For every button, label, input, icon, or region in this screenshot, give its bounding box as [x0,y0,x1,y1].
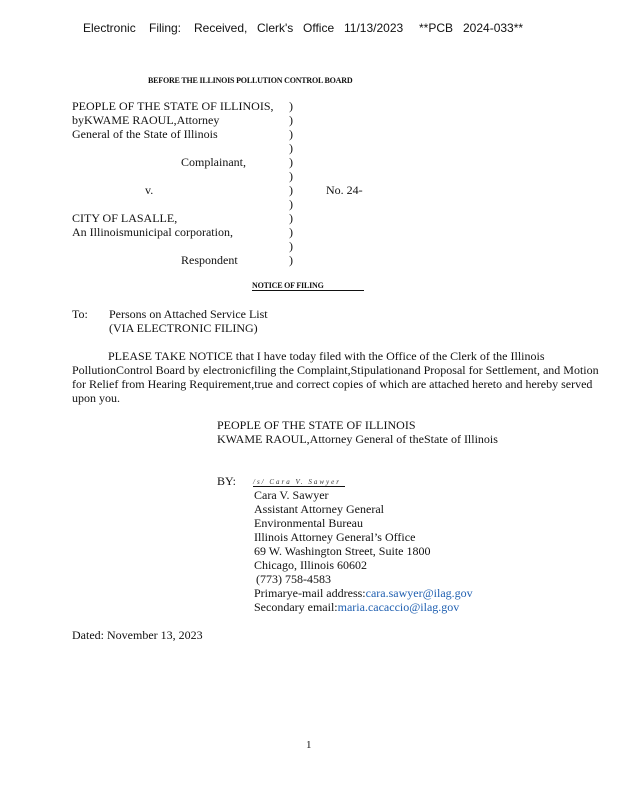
paren: ) [289,155,293,169]
header-received: Received, [194,21,248,35]
respondent-line-2: An Illinoismunicipal corporation, [72,225,233,239]
primary-email-link[interactable]: cara.sawyer@ilag.gov [365,586,473,600]
header-clerks: Clerk's [257,21,294,35]
paren: ) [289,239,293,253]
complainant-role: Complainant, [181,155,246,169]
complainant-line-3: General of the State of Illinois [72,127,218,141]
header-date: 11/13/2023 [344,21,404,35]
paren: ) [289,113,293,127]
paren: ) [289,253,293,267]
paren: ) [289,141,293,155]
party-line-2: KWAME RAOUL,Attorney General of theState of Illinois [217,432,498,446]
secondary-email-link[interactable]: maria.cacaccio@ilag.gov [337,600,460,614]
attorney-name: Cara V. Sawyer [254,488,329,502]
party-line-1: PEOPLE OF THE STATE OF ILLINOIS [217,418,416,432]
header-pcb: **PCB [419,21,454,35]
versus: v. [145,183,154,197]
electronic-filing-line: (VIA ELECTRONIC FILING) [109,321,258,335]
header-case-number: 2024-033** [463,21,524,35]
paren: ) [289,183,293,197]
office: Illinois Attorney General’s Office [254,530,416,544]
notice-of-filing-title: NOTICE OF FILING [252,281,364,291]
secondary-email-row [254,600,459,614]
city-state-zip: Chicago, Illinois 60602 [254,558,367,572]
to-label: To: [72,307,88,321]
street-address: 69 W. Washington Street, Suite 1800 [254,544,431,558]
attorney-title: Assistant Attorney General [254,502,384,516]
phone-number: (773) 758-4583 [256,572,331,586]
electronic-signature: /s/ Cara V. Sawyer [253,478,345,487]
page-number: 1 [306,739,312,751]
respondent-line-1: CITY OF LASALLE, [72,211,178,225]
complainant-line-2: byKWAME RAOUL,Attorney [72,113,220,127]
header-electronic: Electronic [83,21,136,35]
paren: ) [289,99,293,113]
paren: ) [289,225,293,239]
case-number: No. 24- [326,183,363,197]
paren: ) [289,197,293,211]
paren: ) [289,211,293,225]
secondary-email-label: Secondary email: [254,600,338,614]
primary-email-label: Primarye-mail address: [254,586,366,600]
header-filing: Filing: [149,21,182,35]
respondent-role: Respondent [181,253,238,267]
notice-paragraph: PLEASE TAKE NOTICE that I have today filed with the Office of the Clerk of the Illinois PollutionControl Board by electronicfiling the Complaint,Stipulationand Proposal for Settlement, and Motion for Relief from Hearing Requirement,true and correct copies of which are attached hereto and hereby served upon you. [72,349,599,405]
paren: ) [289,127,293,141]
by-label: BY: [217,474,236,488]
dated-line: Dated: November 13, 2023 [72,628,203,642]
complainant-line-1: PEOPLE OF THE STATE OF ILLINOIS, [72,99,274,113]
paren: ) [289,169,293,183]
primary-email-row [254,586,473,600]
service-list-line: Persons on Attached Service List [109,307,268,321]
board-title: BEFORE THE ILLINOIS POLLUTION CONTROL BOARD [148,76,353,85]
bureau: Environmental Bureau [254,516,363,530]
header-office: Office [303,21,335,35]
